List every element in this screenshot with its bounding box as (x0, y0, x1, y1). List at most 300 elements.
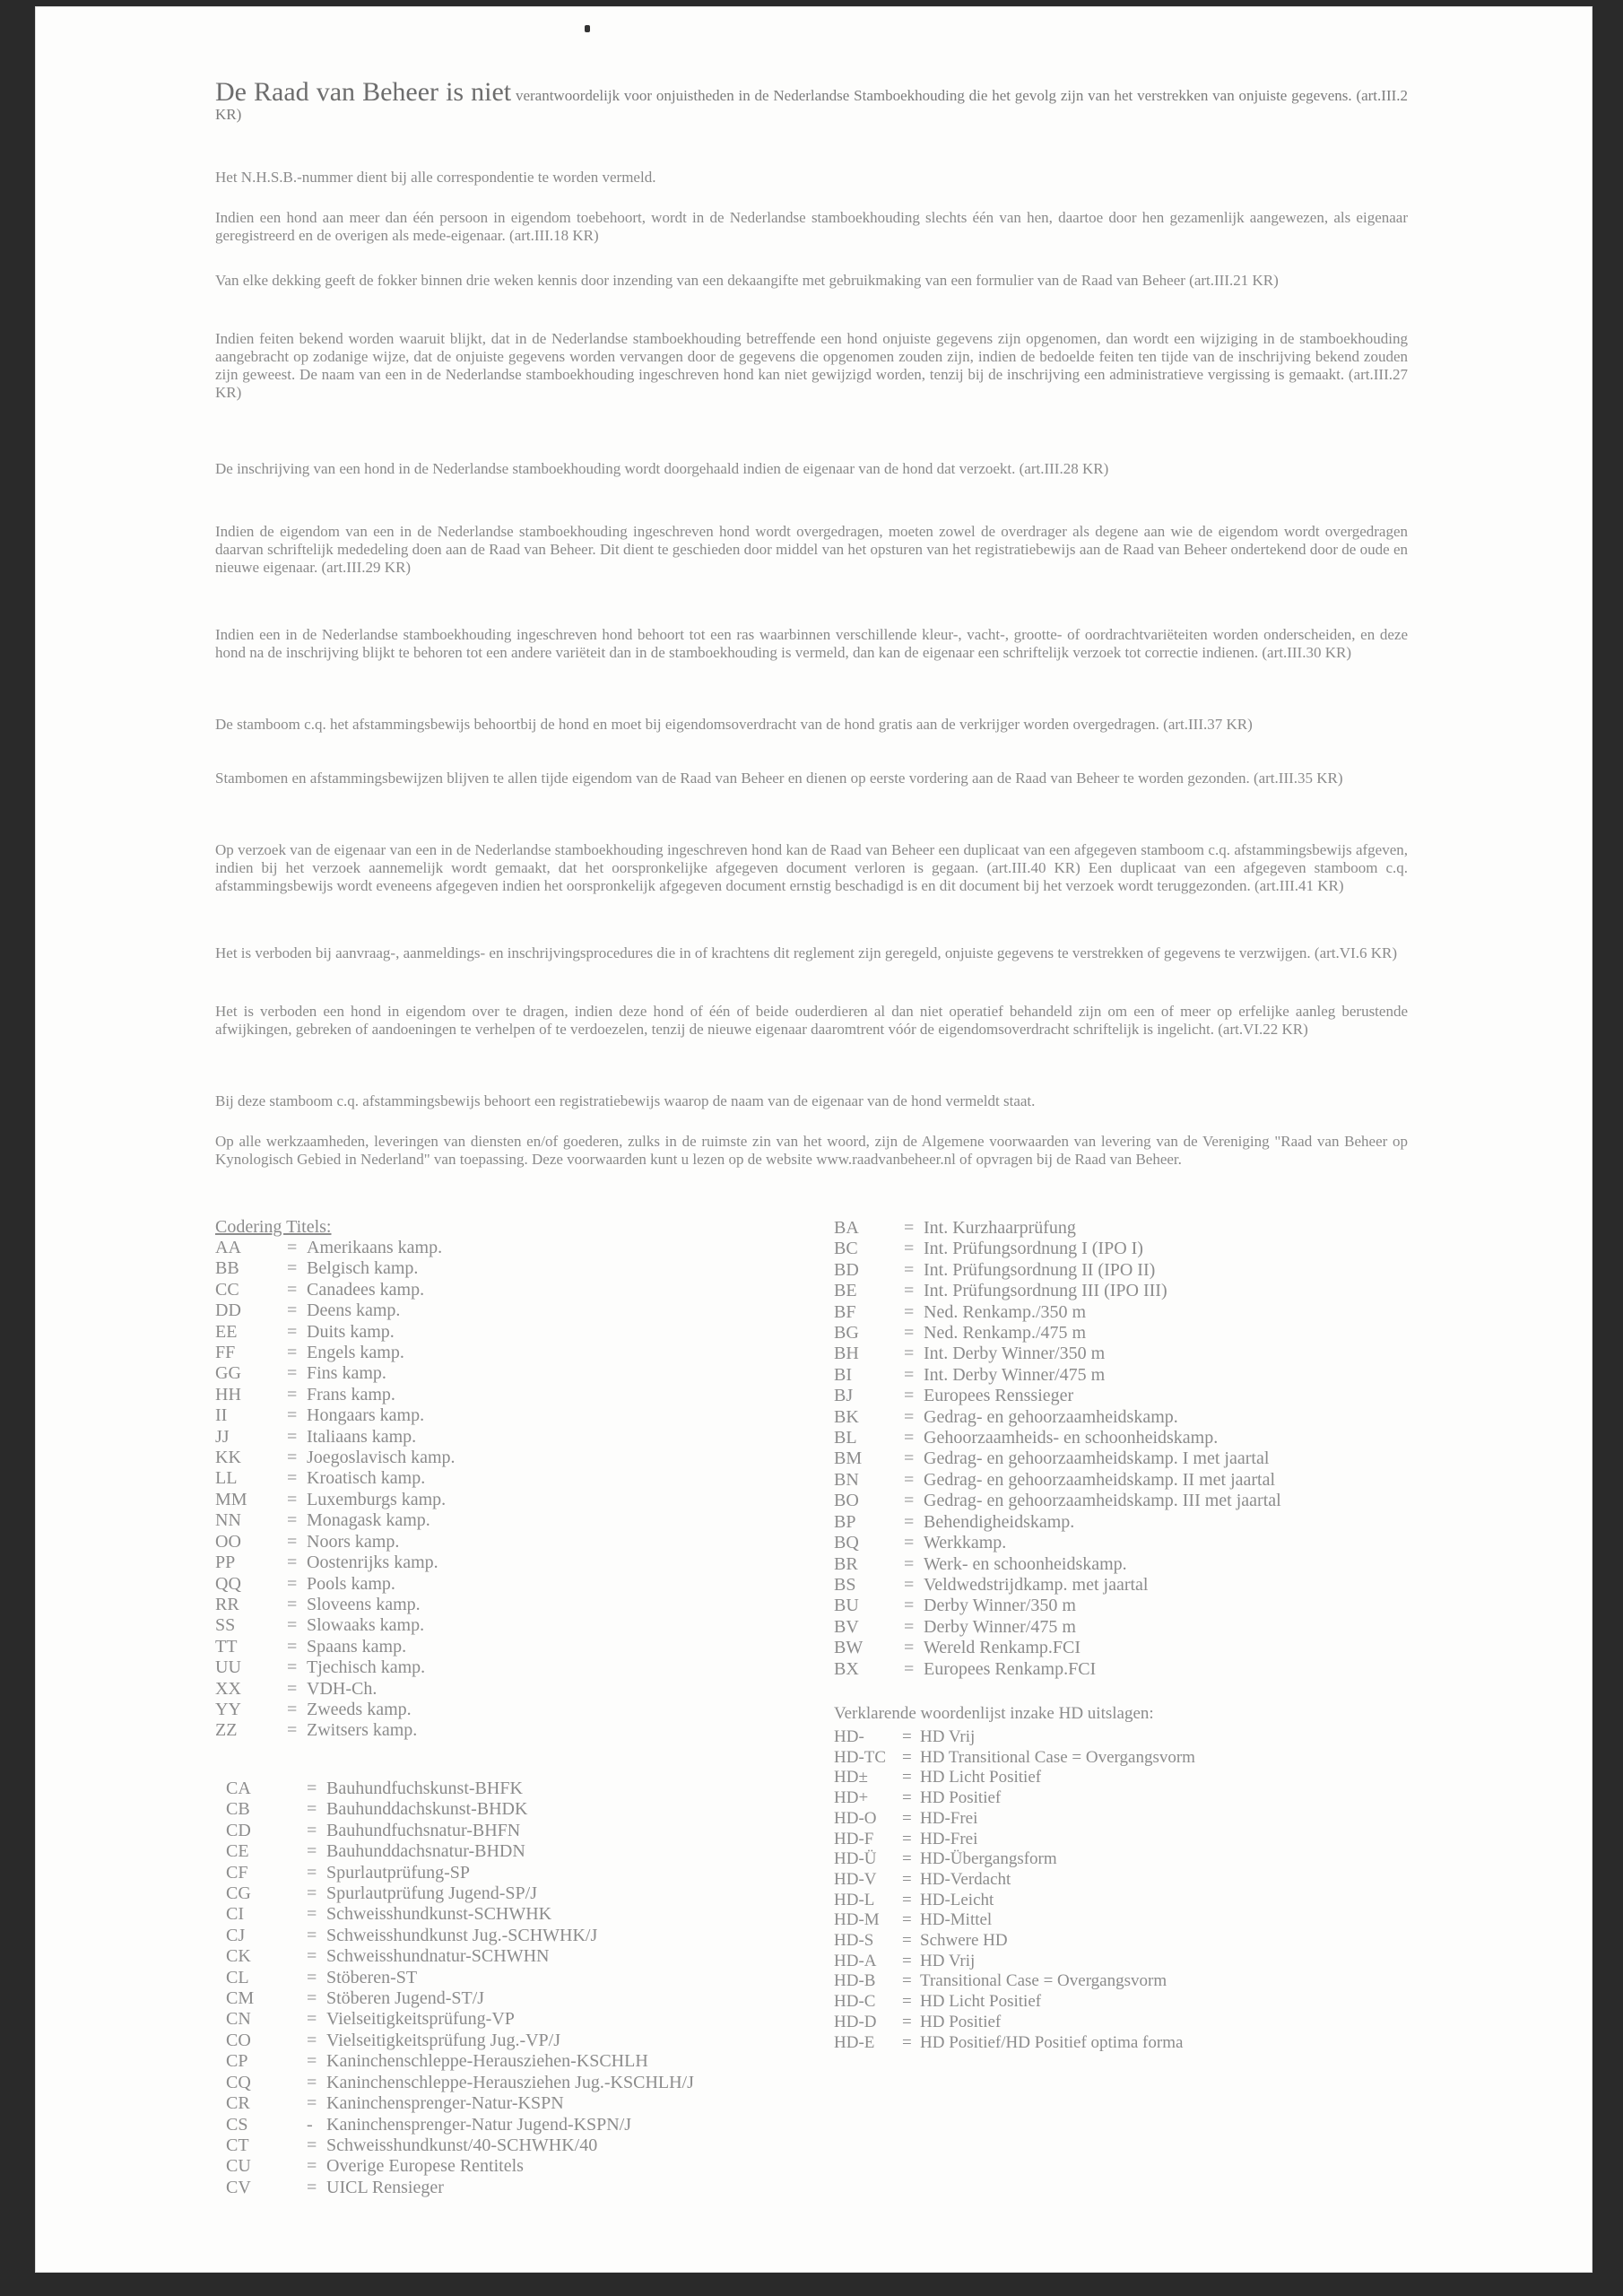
title-code-row (226, 2009, 694, 2030)
title-code-row-eq: = (307, 1904, 317, 1925)
title-code-row-code: ZZ (215, 1720, 238, 1741)
title-code-row-label: Derby Winner/350 m (924, 1596, 1076, 1616)
glossary-row-code: HD-TC (834, 1747, 887, 1767)
paragraph-text: Indien een in de Nederlandse stamboekhouding ingeschreven hond behoort tot een ras waarbinnen verschillende kleur-, vacht-, grootte- of oordrachtvariëteiten worden onderscheiden, en deze hond na de inschrijving blijkt te behoren tot een andere variëteit dan in de stamboekhouding is vermeld, dan kan de eigenaar een schriftelijk verzoek tot correctie indienen. (art.III.30 KR) (215, 626, 1408, 661)
title-code-row-label: Italiaans kamp. (307, 1426, 417, 1447)
title-code-row (834, 1386, 1281, 1406)
title-code-row (215, 1490, 456, 1510)
glossary-row (834, 1891, 1195, 1911)
title-code-row (834, 1617, 1281, 1638)
title-code-row-eq: = (904, 1448, 915, 1469)
title-code-row-label: Int. Derby Winner/350 m (924, 1344, 1106, 1364)
title-code-row-eq: = (904, 1406, 915, 1427)
title-code-row (834, 1448, 1281, 1469)
title-code-row-label: Int. Prüfungsordnung III (IPO III) (924, 1281, 1167, 1301)
title-code-row-code: BC (834, 1239, 858, 1259)
title-code-row-code: KK (215, 1448, 241, 1468)
title-code-row-label: Bauhunddachsnatur-BHDN (326, 1841, 525, 1862)
title-code-row (215, 1637, 456, 1657)
title-code-row-eq: = (287, 1279, 298, 1300)
regulation-paragraph (215, 1092, 1408, 1110)
glossary-row (834, 1809, 1195, 1830)
title-code-row (226, 1904, 694, 1925)
title-code-row-label: Zwitsers kamp. (307, 1720, 418, 1741)
title-code-row-label: Int. Prüfungsordnung I (IPO I) (924, 1239, 1143, 1259)
regulation-paragraph (215, 716, 1408, 734)
title-code-row (215, 1532, 456, 1552)
title-code-row-label: Schweisshundkunst-SCHWHK (326, 1904, 552, 1925)
title-code-row (215, 1595, 456, 1615)
glossary-heading: Verklarende woordenlijst inzake HD uitslagen: (834, 1704, 1154, 1723)
title-code-row-label: Spurlautprüfung Jugend-SP/J (326, 1883, 537, 1904)
title-code-row-code: TT (215, 1636, 238, 1657)
paragraph-text: verantwoordelijk voor onjuistheden in de Nederlandse Stamboekhouding die het gevolg zijn van het verstrekken van onjuiste gegevens. (art.III.2 KR) (215, 87, 1409, 123)
title-code-row-label: Stöberen-ST (326, 1967, 418, 1987)
title-code-row-eq: = (904, 1428, 915, 1448)
title-code-row-label: UICL Rensieger (326, 2177, 444, 2197)
glossary-row (834, 1849, 1195, 1870)
title-code-row-eq: = (307, 2135, 317, 2155)
title-code-row (215, 1679, 456, 1700)
title-code-row-code: CQ (226, 2072, 251, 2092)
title-code-row-eq: = (904, 1259, 915, 1280)
title-code-row-code: BX (834, 1658, 859, 1679)
title-code-row-eq: = (287, 1594, 298, 1614)
glossary-row-code: HD+ (834, 1788, 869, 1808)
glossary-row-eq: = (902, 1910, 912, 1930)
title-code-row (215, 1615, 456, 1636)
title-code-row-code: CN (226, 2009, 251, 2030)
title-code-row-code: QQ (215, 1573, 241, 1594)
title-code-row-label: Kaninchensprenger-Natur-KSPN (326, 2093, 564, 2114)
title-code-row-eq: = (904, 1344, 915, 1364)
title-code-row-code: LL (215, 1468, 238, 1489)
title-code-row-label: Gedrag- en gehoorzaamheidskamp. (924, 1406, 1178, 1427)
glossary-row-code: HD-S (834, 1931, 874, 1951)
glossary-row-eq: = (902, 2032, 912, 2052)
title-code-row-label: Int. Prüfungsordnung II (IPO II) (924, 1259, 1156, 1280)
title-code-row-eq: = (307, 2177, 317, 2197)
title-code-row-eq: = (307, 2156, 317, 2177)
title-code-row-label: Kroatisch kamp. (307, 1468, 426, 1489)
title-code-row-eq: = (287, 1489, 298, 1509)
title-code-row-eq: = (287, 1426, 298, 1447)
title-code-row (215, 1427, 456, 1448)
title-code-row-eq: = (287, 1468, 298, 1489)
title-code-row-code: CB (226, 1799, 250, 1820)
glossary-row-label: HD-Verdacht (920, 1869, 1011, 1889)
title-code-row-label: Frans kamp. (307, 1384, 395, 1405)
glossary-row-eq: = (902, 1808, 912, 1828)
glossary-row-code: HD-M (834, 1910, 880, 1930)
glossary-row (834, 1727, 1195, 1748)
glossary-row (834, 1748, 1195, 1769)
title-code-row-eq: = (307, 1967, 317, 1987)
glossary-row-code: HD± (834, 1768, 868, 1787)
title-code-row-code: BW (834, 1638, 864, 1658)
title-code-row-code: CP (226, 2051, 248, 2072)
title-code-row-eq: = (307, 2051, 317, 2072)
title-code-row-code: II (215, 1405, 228, 1426)
title-code-row-eq: = (904, 1218, 915, 1238)
glossary-row-eq: = (902, 1768, 912, 1787)
title-code-row-code: SS (215, 1615, 236, 1636)
title-code-row-code: BG (834, 1323, 859, 1344)
title-code-row (834, 1533, 1281, 1553)
title-code-row-code: CO (226, 2030, 251, 2050)
title-code-row (226, 2093, 694, 2114)
title-code-row-code: DD (215, 1300, 241, 1321)
title-code-row (834, 1365, 1281, 1386)
title-code-row-code: FF (215, 1343, 236, 1363)
title-code-row-label: Kaninchenschleppe-Herausziehen Jug.-KSCHLH/J (326, 2072, 694, 2092)
title-code-row-eq: = (287, 1678, 298, 1699)
title-code-row-label: Engels kamp. (307, 1343, 404, 1363)
title-code-row (215, 1720, 456, 1741)
title-code-row (834, 1281, 1281, 1301)
glossary-row (834, 1788, 1195, 1809)
title-code-row-label: Int. Kurzhaarprüfung (924, 1218, 1076, 1238)
title-code-row (215, 1322, 456, 1343)
title-code-row-code: BN (834, 1469, 859, 1490)
title-code-row-eq: = (904, 1239, 915, 1259)
title-code-row (215, 1363, 456, 1384)
title-code-row (834, 1260, 1281, 1281)
title-code-row (215, 1468, 456, 1489)
title-code-row-eq: = (307, 2009, 317, 2030)
title-code-row-code: CU (226, 2156, 251, 2177)
title-code-row-label: Europees Renkamp.FCI (924, 1658, 1097, 1679)
title-code-row (226, 2115, 694, 2135)
title-code-row-eq: = (307, 1820, 317, 1840)
title-code-row-eq: = (904, 1323, 915, 1344)
glossary-row-label: HD-Mittel (920, 1910, 993, 1930)
title-code-row-eq: = (904, 1491, 915, 1511)
glossary-row-code: HD-F (834, 1829, 874, 1848)
title-code-row-code: CR (226, 2093, 250, 2114)
title-code-row-code: BL (834, 1428, 857, 1448)
title-code-row (226, 1988, 694, 2009)
title-code-row-eq: = (287, 1552, 298, 1573)
glossary-row-label: HD Vrij (920, 1951, 976, 1970)
glossary-row-label: HD Positief (920, 1788, 1002, 1808)
title-code-row-code: BB (215, 1258, 239, 1279)
glossary-row (834, 1870, 1195, 1891)
regulation-paragraph (215, 1133, 1408, 1169)
title-code-row (215, 1448, 456, 1468)
regulation-paragraph (215, 169, 1408, 187)
title-code-row-label: Zweeds kamp. (307, 1699, 412, 1719)
title-code-row-code: OO (215, 1531, 241, 1552)
paragraph-text: De stamboom c.q. het afstammingsbewijs behoortbij de hond en moet bij eigendomsoverdracht van de hond gratis aan de verkrijger worden overgedragen. (art.III.37 KR) (215, 716, 1253, 733)
regulation-paragraph (215, 209, 1408, 245)
paragraph-text: Op verzoek van de eigenaar van een in de Nederlandse stamboekhouding ingeschreven hond kan de Raad van Beheer een duplicaat van een afgegeven stamboom c.q. afstammingsbewijs afgeven, indien bij het verzoek aannemelijk wordt gemaakt, dat het oorspronkelijke afgegeven document verloren is gegaan. (art.III.40 KR) Een duplicaat van een afgegeven stamboom c.q. afstammingsbewijs wordt eveneens afgegeven indien het oorspronkelijk afgegeven document ernstig beschadigd is en dit document bij het verzoek wordt teruggezonden. (art.III.41 KR) (215, 841, 1408, 894)
title-code-row-code: CG (226, 1883, 251, 1904)
title-code-row-label: Derby Winner/475 m (924, 1616, 1076, 1637)
paragraph-text: De inschrijving van een hond in de Nederlandse stamboekhouding wordt doorgehaald indien de eigenaar van de hond dat verzoekt. (art.III.28 KR) (215, 460, 1109, 477)
title-code-row-label: Pools kamp. (307, 1573, 395, 1594)
glossary-row-eq: = (902, 1869, 912, 1889)
title-code-row (834, 1575, 1281, 1596)
glossary-row-eq: = (902, 2012, 912, 2031)
title-code-row (226, 2135, 694, 2156)
glossary-row (834, 2033, 1195, 2054)
title-code-row (226, 1946, 694, 1967)
glossary-row-label: HD-Frei (920, 1829, 978, 1848)
punch-mark (585, 25, 590, 32)
title-code-row-code: NN (215, 1510, 241, 1531)
title-code-row (834, 1596, 1281, 1616)
title-code-row-label: Slowaaks kamp. (307, 1615, 425, 1636)
title-code-row (215, 1510, 456, 1531)
title-code-row-label: Amerikaans kamp. (307, 1238, 443, 1257)
title-code-row-label: Overige Europese Rentitels (326, 2156, 524, 2177)
title-code-row-code: BP (834, 1511, 856, 1532)
glossary-row-eq: = (902, 1727, 912, 1746)
title-code-row-code: BA (834, 1218, 859, 1238)
title-code-row-eq: = (287, 1657, 298, 1678)
glossary-row-label: HD-Leicht (920, 1890, 994, 1909)
title-code-row-label: Gedrag- en gehoorzaamheidskamp. III met jaartal (924, 1491, 1281, 1511)
title-code-row-eq: = (287, 1300, 298, 1321)
glossary-row (834, 2013, 1195, 2033)
title-code-row-code: PP (215, 1552, 236, 1573)
paragraph-text: Van elke dekking geeft de fokker binnen drie weken kennis door inzending van een dekaangifte met gebruikmaking van een formulier van de Raad van Beheer (art.III.21 KR) (215, 272, 1279, 289)
title-code-row-code: YY (215, 1699, 241, 1719)
title-code-row-eq: = (287, 1531, 298, 1552)
title-code-row-label: Werkkamp. (924, 1533, 1007, 1553)
title-code-row-code: AA (215, 1238, 241, 1257)
title-code-row-eq: = (307, 1925, 317, 1945)
title-code-row-label: Spurlautprüfung-SP (326, 1862, 470, 1883)
title-code-row-eq: = (307, 1779, 317, 1798)
title-code-row-label: Duits kamp. (307, 1321, 395, 1342)
title-code-row-label: Schweisshundkunst/40-SCHWHK/40 (326, 2135, 598, 2155)
title-code-row-code: BS (834, 1574, 856, 1595)
title-code-row-eq: = (287, 1384, 298, 1405)
titles-overig-column (834, 1218, 1281, 1680)
glossary-row (834, 1992, 1195, 2013)
title-code-row-code: BU (834, 1596, 859, 1616)
glossary-row-eq: = (902, 1971, 912, 1991)
regulation-paragraph (215, 460, 1408, 478)
glossary-row-eq: = (902, 1890, 912, 1909)
title-code-row-label: Oostenrijks kamp. (307, 1552, 438, 1573)
glossary-row-eq: = (902, 1951, 912, 1970)
title-code-row-code: BD (834, 1259, 859, 1280)
regulation-paragraph (215, 79, 1408, 124)
title-code-row-code: CE (226, 1841, 249, 1862)
title-code-row-code: BI (834, 1364, 852, 1385)
title-code-row (215, 1700, 456, 1720)
title-code-row-label: Bauhunddachskunst-BHDK (326, 1799, 528, 1820)
title-code-row (834, 1323, 1281, 1344)
title-code-row-label: VDH-Ch. (307, 1678, 378, 1699)
title-code-row-eq: = (904, 1616, 915, 1637)
title-code-row-eq: = (287, 1573, 298, 1594)
title-code-row-label: Int. Derby Winner/475 m (924, 1364, 1106, 1385)
title-code-row-eq: = (904, 1658, 915, 1679)
title-code-row (834, 1470, 1281, 1491)
glossary-row-code: HD-C (834, 1992, 876, 2012)
glossary-row (834, 1768, 1195, 1788)
title-code-row (834, 1428, 1281, 1448)
title-code-row (215, 1574, 456, 1595)
title-code-row-eq: = (904, 1553, 915, 1574)
title-code-row-eq: = (307, 2093, 317, 2114)
title-code-row-eq: = (904, 1281, 915, 1301)
paragraph-text: Het N.H.S.B.-nummer dient bij alle correspondentie te worden vermeld. (215, 169, 656, 186)
title-code-row-code: CM (226, 1988, 255, 2009)
glossary-row-label: HD-Frei (920, 1808, 978, 1828)
paragraph-text: Indien een hond aan meer dan één persoon in eigendom toebehoort, wordt in de Nederlandse stamboekhouding slechts één van hen, daartoe door hen gezamenlijk aangewezen, als eigenaar geregistreerd en de overigen als mede-eigenaar. (art.III.18 KR) (215, 209, 1408, 244)
title-code-row-eq: = (287, 1238, 298, 1257)
glossary-row (834, 1952, 1195, 1972)
title-code-row (226, 2073, 694, 2093)
title-code-row-label: Deens kamp. (307, 1300, 401, 1321)
title-code-row (834, 1344, 1281, 1364)
title-code-row-code: HH (215, 1384, 241, 1405)
title-code-row-code: BK (834, 1406, 859, 1427)
title-code-row (226, 1883, 694, 1904)
title-code-row-eq: = (287, 1510, 298, 1531)
title-code-row-eq: = (904, 1511, 915, 1532)
title-code-row (226, 1799, 694, 1820)
title-code-row-eq: = (904, 1638, 915, 1658)
title-code-row-code: CI (226, 1904, 244, 1925)
glossary-row-label: Transitional Case = Overgangsvorm (920, 1971, 1167, 1991)
glossary-row-eq: = (902, 1747, 912, 1767)
title-code-row-eq: = (307, 1799, 317, 1820)
glossary-row-eq: = (902, 1849, 912, 1869)
regulation-paragraph (215, 272, 1408, 290)
title-code-row (834, 1659, 1281, 1680)
title-code-row-eq: = (287, 1615, 298, 1636)
title-code-row-label: Vielseitigkeitsprüfung Jug.-VP/J (326, 2030, 561, 2050)
title-code-row-label: Monagask kamp. (307, 1510, 430, 1531)
title-code-row-code: CL (226, 1967, 249, 1987)
title-code-row-code: UU (215, 1657, 241, 1678)
glossary-row-eq: = (902, 1788, 912, 1808)
title-code-row-label: Luxemburgs kamp. (307, 1489, 447, 1509)
regulation-paragraph (215, 523, 1408, 577)
regulation-paragraph (215, 1003, 1408, 1039)
title-code-row-label: Fins kamp. (307, 1363, 386, 1384)
title-code-row-code: JJ (215, 1426, 230, 1447)
glossary-row-code: HD-O (834, 1808, 877, 1828)
glossary-row-label: HD-Übergangsform (920, 1849, 1057, 1869)
title-code-row (226, 1863, 694, 1883)
title-code-row-eq: = (287, 1258, 298, 1279)
title-code-row-label: Europees Renssieger (924, 1386, 1074, 1406)
title-code-row-code: BE (834, 1281, 857, 1301)
glossary-row (834, 1910, 1195, 1931)
title-code-row (834, 1638, 1281, 1658)
title-code-row (215, 1258, 456, 1279)
title-code-row-eq: = (287, 1448, 298, 1468)
paragraph-text: Op alle werkzaamheden, leveringen van diensten en/of goederen, zulks in de ruimste zin van het woord, zijn de Algemene voorwaarden van levering van de Vereniging "Raad van Beheer op Kynologisch Gebied in Nederland" van toepassing. Deze voorwaarden kunt u lezen op de website www.raadvanbeheer.nl of opvragen bij de Raad van Beheer. (215, 1133, 1408, 1168)
title-code-row-code: CV (226, 2177, 251, 2197)
title-code-row-code: CS (226, 2114, 248, 2135)
title-code-row-label: Werk- en schoonheidskamp. (924, 1553, 1127, 1574)
glossary-row-code: HD-A (834, 1951, 877, 1970)
document-page (36, 7, 1592, 2272)
titles-werk-column (226, 1779, 694, 2198)
glossary-row-label: HD Positief (920, 2012, 1002, 2031)
regulation-paragraph (215, 841, 1408, 895)
title-code-row-code: CA (226, 1779, 251, 1798)
title-code-row-eq: - (307, 2114, 313, 2135)
paragraph-text: Het is verboden een hond in eigendom over te dragen, indien deze hond of één of beide ouderdieren al dan niet operatief behandeld zijn om een of meer op erfelijke aanleg berustende afwijkingen, gebreken of aandoeningen te verhelpen of te verdoezelen, tenzij de nieuwe eigenaar daaromtrent vóór de eigendomsoverdracht schriftelijk is ingelicht. (art.VI.22 KR) (215, 1003, 1408, 1038)
title-code-row-label: Gehoorzaamheids- en schoonheidskamp. (924, 1428, 1219, 1448)
title-code-row-eq: = (287, 1720, 298, 1741)
title-code-row-label: Hongaars kamp. (307, 1405, 425, 1426)
title-code-row (226, 2156, 694, 2177)
title-code-row (226, 1779, 694, 1799)
glossary-row-code: HD-D (834, 2012, 877, 2031)
title-code-row (834, 1554, 1281, 1575)
title-code-row-eq: = (307, 1862, 317, 1883)
title-code-row (215, 1657, 456, 1678)
title-code-row-label: Behendigheidskamp. (924, 1511, 1075, 1532)
title-code-row-label: Spaans kamp. (307, 1636, 407, 1657)
title-code-row-code: CK (226, 1946, 251, 1967)
title-code-row-code: CD (226, 1820, 251, 1840)
title-code-row-label: Stöberen Jugend-ST/J (326, 1988, 485, 2009)
title-code-row (834, 1218, 1281, 1239)
title-code-row-code: BO (834, 1491, 859, 1511)
title-code-row-code: RR (215, 1594, 239, 1614)
title-code-row-code: BF (834, 1301, 856, 1322)
title-code-row (226, 1841, 694, 1862)
title-code-row-code: CF (226, 1862, 248, 1883)
title-code-row (215, 1343, 456, 1363)
paragraph-text: Indien de eigendom van een in de Nederlandse stamboekhouding ingeschreven hond wordt overgedragen, moeten zowel de overdrager als degene aan wie de eigendom wordt overgedragen daarvan schriftelijk mededeling doen aan de Raad van Beheer. Dit dient te geschieden door middel van het opsturen van het registratiebewijs aan de Raad van Beheer ondertekend door de oude en nieuwe eigenaar. (art.III.29 KR) (215, 523, 1408, 576)
title-code-row-eq: = (904, 1596, 915, 1616)
glossary-row-code: HD-Ü (834, 1849, 877, 1869)
title-code-row-eq: = (307, 1883, 317, 1904)
title-code-row-label: Kaninchensprenger-Natur Jugend-KSPN/J (326, 2114, 632, 2135)
title-code-row-code: BR (834, 1553, 858, 1574)
title-code-row-eq: = (904, 1301, 915, 1322)
title-code-row-code: BH (834, 1344, 859, 1364)
title-code-row (215, 1300, 456, 1321)
titles-kampioen-column (215, 1218, 456, 1742)
title-code-row-eq: = (307, 1988, 317, 2009)
glossary-row (834, 1971, 1195, 1992)
title-code-row-eq: = (287, 1405, 298, 1426)
title-code-row (834, 1407, 1281, 1428)
titles-heading: Codering Titels: (215, 1217, 332, 1237)
hd-glossary (834, 1704, 1195, 2053)
glossary-row-label: HD Transitional Case = Overgangsvorm (920, 1747, 1195, 1767)
glossary-row-eq: = (902, 1931, 912, 1951)
title-code-row-code: CJ (226, 1925, 246, 1945)
glossary-row-eq: = (902, 1992, 912, 2012)
title-code-row-label: Schweisshundnatur-SCHWHN (326, 1946, 550, 1967)
title-code-row (215, 1385, 456, 1405)
title-code-row-eq: = (287, 1363, 298, 1384)
glossary-row-label: Schwere HD (920, 1931, 1008, 1951)
regulation-paragraph (215, 770, 1408, 787)
title-code-row-label: Kaninchenschleppe-Herausziehen-KSCHLH (326, 2051, 648, 2072)
glossary-row-code: HD- (834, 1727, 864, 1746)
title-code-row-label: Joegoslavisch kamp. (307, 1448, 456, 1468)
title-code-row-label: Gedrag- en gehoorzaamheidskamp. II met jaartal (924, 1469, 1276, 1490)
title-code-row-code: CC (215, 1279, 239, 1300)
title-code-row-code: GG (215, 1363, 241, 1384)
title-code-row-label: Canadees kamp. (307, 1279, 425, 1300)
